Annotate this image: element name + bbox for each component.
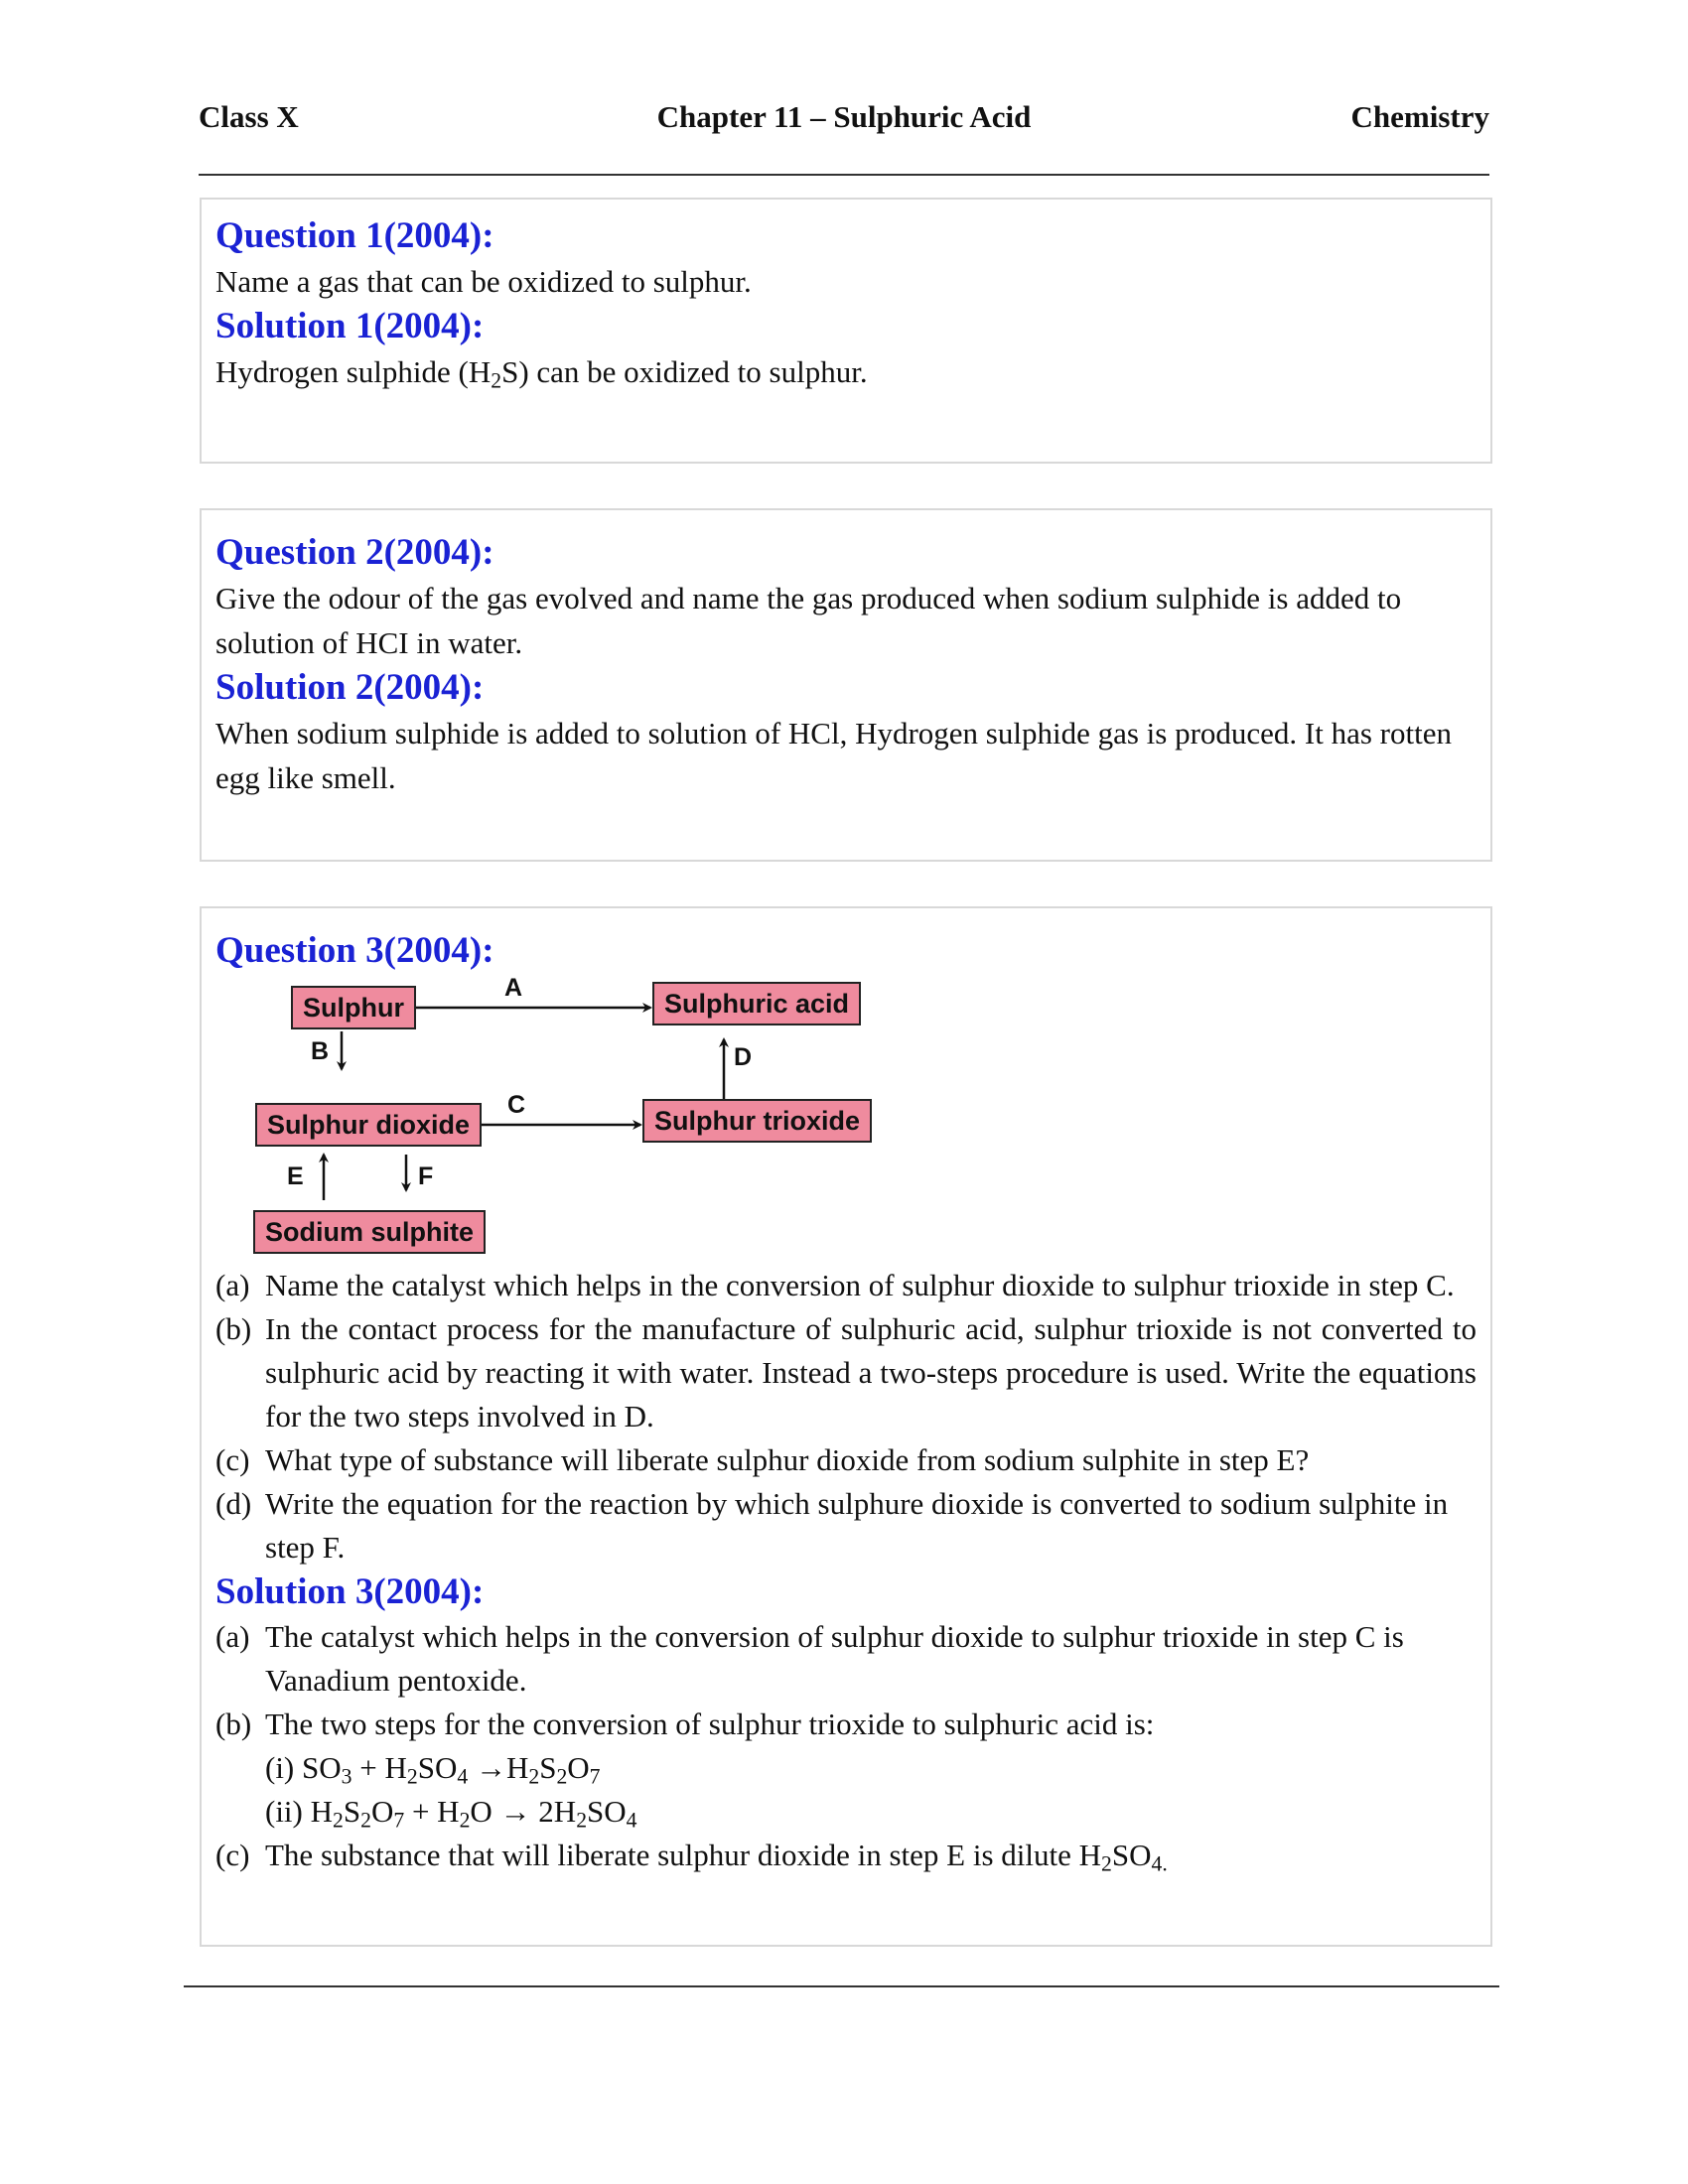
- solution-3-part-b: [215, 1703, 1477, 1746]
- eq-part: SO: [587, 1794, 627, 1829]
- subscript: 2: [528, 1764, 540, 1789]
- part-text: The substance that will liberate sulphur dioxide in step E is dilute H: [265, 1838, 1101, 1872]
- subscript: 2: [491, 368, 502, 393]
- label-e: E: [287, 1162, 304, 1190]
- part-label: (c): [215, 1442, 250, 1477]
- class-label: Class X: [199, 99, 299, 134]
- solution-1-title: Solution 1(2004):: [215, 306, 485, 346]
- subscript: 7: [589, 1764, 601, 1789]
- part-text: Write the equation for the reaction by which sulphure dioxide is converted to sodium sulphite in step F.: [265, 1486, 1449, 1565]
- part-label: (b): [215, 1706, 252, 1741]
- equation-1: [215, 1746, 1477, 1790]
- node-sodium-sulphite: Sodium sulphite: [253, 1210, 486, 1254]
- sulphuric-acid-flow-diagram: [251, 974, 946, 1258]
- equation-2: [215, 1790, 1477, 1834]
- page-header: [199, 99, 1489, 149]
- node-sulphur: Sulphur: [291, 986, 416, 1029]
- question-3-part-b: [215, 1307, 1477, 1438]
- eq-part: SO: [302, 1750, 342, 1785]
- part-text: The catalyst which helps in the conversion of sulphur dioxide to sulphur trioxide in step C is Vanadium pentoxide.: [265, 1619, 1404, 1698]
- solution-2-text: When sodium sulphide is added to solution of HCl, Hydrogen sulphide gas is produced. It has rotten egg like smell.: [215, 716, 1452, 795]
- node-sulphuric-acid: Sulphuric acid: [652, 982, 861, 1025]
- subscript: 4.: [1151, 1851, 1168, 1876]
- subscript: 2: [1101, 1851, 1112, 1876]
- subject-label: Chemistry: [1350, 99, 1489, 134]
- eq-part: S: [343, 1794, 361, 1829]
- part-text: What type of substance will liberate sulphur dioxide from sodium sulphite in step E?: [265, 1442, 1310, 1477]
- solution-2-title: Solution 2(2004):: [215, 667, 485, 708]
- subscript: 2: [333, 1808, 344, 1833]
- part-label: (a): [215, 1268, 250, 1302]
- question-3-box: [200, 906, 1492, 1947]
- label-f: F: [418, 1162, 434, 1190]
- chapter-title: Chapter 11 – Sulphuric Acid: [656, 99, 1032, 134]
- solution-3-parts-cont: [215, 1834, 1477, 1877]
- eq-part: O: [370, 1794, 394, 1829]
- part-text: In the contact process for the manufacture of sulphuric acid, sulphur trioxide is not converted to sulphuric acid by reacting it with water. Instead a two-steps procedure is used. Write the equations for the two steps involved in D.: [265, 1311, 1477, 1433]
- question-3-part-d: [215, 1482, 1477, 1570]
- subscript: 2: [459, 1808, 471, 1833]
- solution-3-parts: [215, 1615, 1477, 1746]
- eq-part: + H: [352, 1750, 407, 1785]
- part-label: (d): [215, 1486, 252, 1521]
- header-rule: [199, 174, 1489, 176]
- eq-part: (i): [265, 1750, 303, 1785]
- part-label: (a): [215, 1619, 250, 1654]
- eq-part: O → 2H: [470, 1794, 577, 1829]
- part-text: SO: [1111, 1838, 1152, 1872]
- subscript: 4: [626, 1808, 637, 1833]
- question-2-text: Give the odour of the gas evolved and name the gas produced when sodium sulphide is added to solution of HCI in water.: [215, 581, 1402, 660]
- subscript: 7: [393, 1808, 405, 1833]
- label-d: D: [734, 1043, 753, 1071]
- question-3-part-a: [215, 1264, 1477, 1307]
- node-sulphur-trioxide: Sulphur trioxide: [642, 1099, 872, 1143]
- part-text: The two steps for the conversion of sulphur trioxide to sulphuric acid is:: [265, 1706, 1155, 1741]
- part-text: Name the catalyst which helps in the conversion of sulphur dioxide to sulphur trioxide in step C.: [265, 1268, 1455, 1302]
- label-a: A: [504, 974, 523, 1002]
- question-1-title: Question 1(2004):: [215, 215, 494, 256]
- subscript: 2: [360, 1808, 371, 1833]
- subscript: 4: [457, 1764, 469, 1789]
- solution-3-part-a: [215, 1615, 1477, 1703]
- eq-part: (ii): [265, 1794, 311, 1829]
- label-c: C: [507, 1091, 526, 1119]
- solution-3-part-c: [215, 1834, 1477, 1877]
- eq-part: + H: [404, 1794, 460, 1829]
- node-sulphur-dioxide: Sulphur dioxide: [255, 1103, 482, 1147]
- solution-3-title: Solution 3(2004):: [215, 1571, 485, 1612]
- solution-1-text-part: S) can be oxidized to sulphur.: [501, 354, 868, 389]
- subscript: 2: [576, 1808, 588, 1833]
- part-label: (b): [215, 1311, 252, 1346]
- subscript: 2: [556, 1764, 568, 1789]
- eq-part: O: [567, 1750, 590, 1785]
- eq-part: S: [539, 1750, 557, 1785]
- question-2-box: [200, 508, 1492, 862]
- subscript: 2: [406, 1764, 418, 1789]
- label-b: B: [311, 1037, 330, 1065]
- question-2-title: Question 2(2004):: [215, 532, 494, 573]
- question-1-box: [200, 198, 1492, 464]
- question-3-title: Question 3(2004):: [215, 930, 494, 971]
- part-label: (c): [215, 1838, 250, 1872]
- footer-rule: [184, 1985, 1499, 1987]
- solution-1-text: [215, 349, 1477, 394]
- subscript: 3: [341, 1764, 352, 1789]
- question-3-parts: [215, 1264, 1477, 1570]
- eq-part: →H: [468, 1750, 529, 1785]
- question-1-text: Name a gas that can be oxidized to sulphur.: [215, 264, 752, 299]
- solution-1-text-part: Hydrogen sulphide (H: [215, 354, 492, 389]
- question-3-part-c: [215, 1438, 1477, 1482]
- eq-part: H: [310, 1794, 334, 1829]
- eq-part: SO: [417, 1750, 458, 1785]
